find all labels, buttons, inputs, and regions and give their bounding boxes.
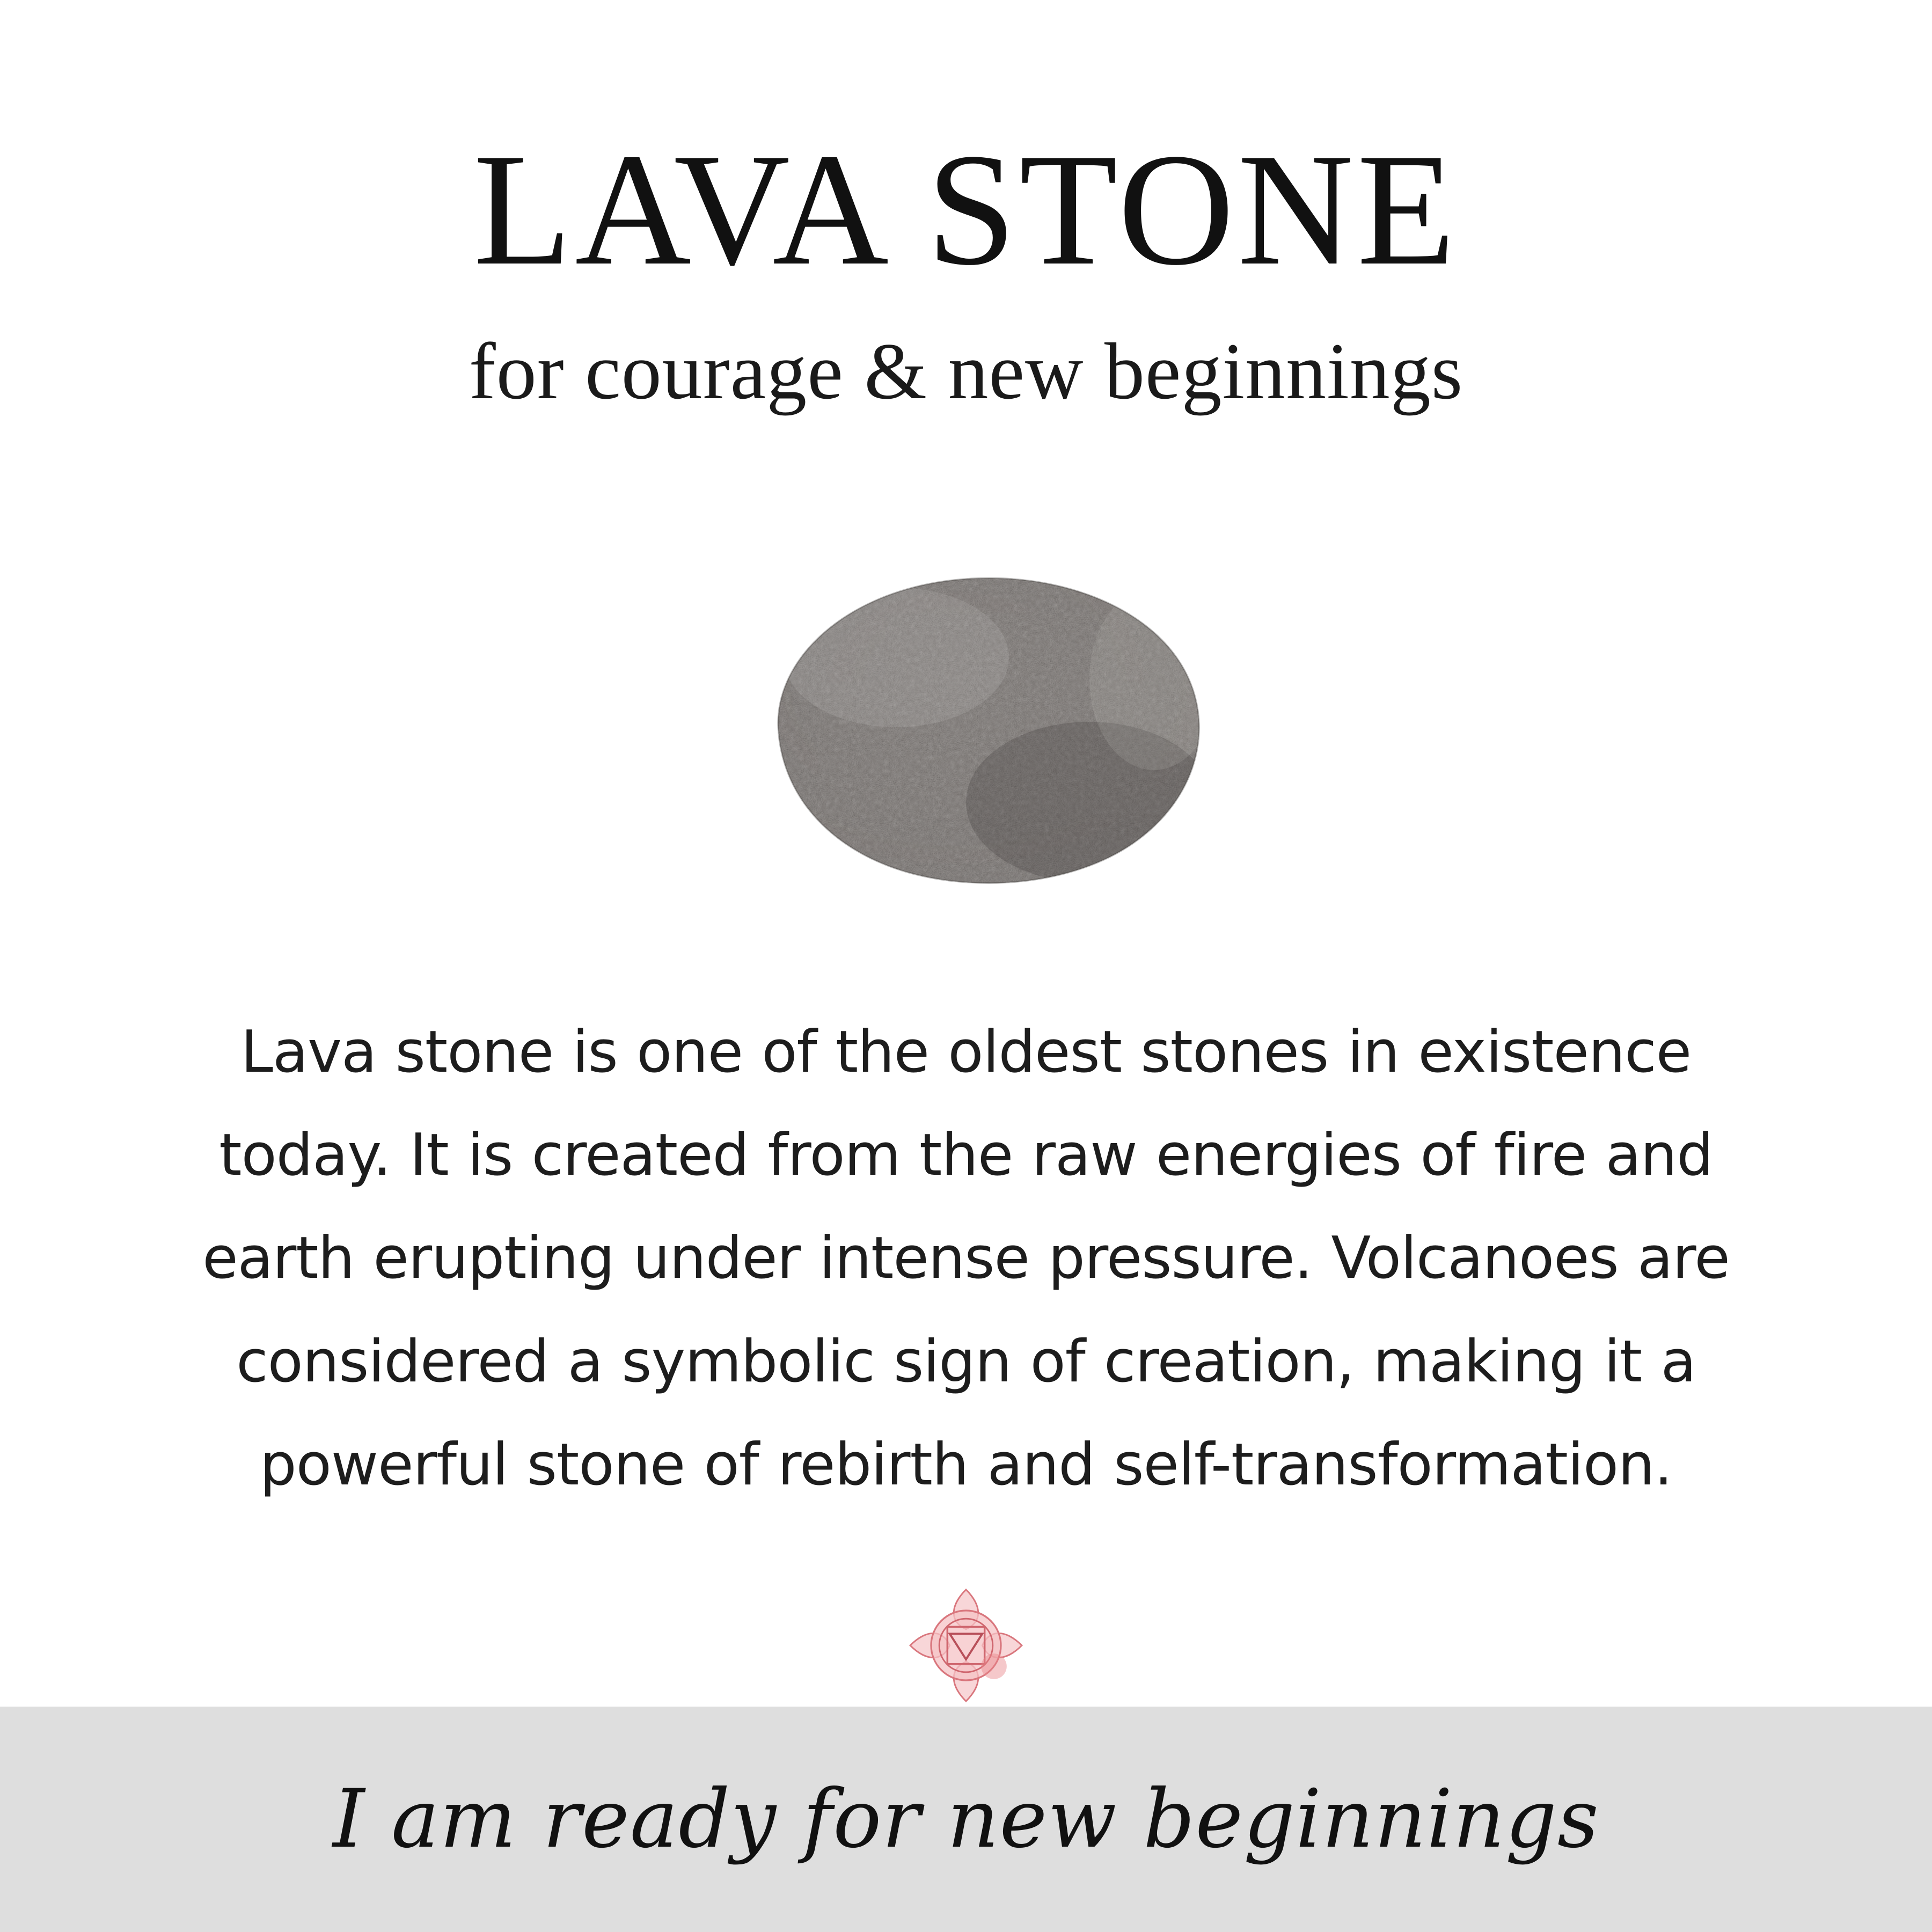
affirmation-banner [0,1707,1932,1932]
affirmation-text: I am ready for new beginnings [333,1773,1599,1866]
stone-image [684,539,1248,904]
stone-description: Lava stone is one of the oldest stones in existence today. It is created from the raw energies of fire and earth erupting under intense pressure. Volcanoes are considered a symbolic sign of creation, making it a powerful stone of rebirth and self-transformation. [202,1019,1730,1498]
page-subtitle: for courage & new beginnings [469,327,1463,416]
lava-stone-illustration [698,550,1234,894]
page-title: LAVA STONE [473,120,1459,298]
root-chakra-icon [896,1576,1036,1715]
chakra-symbol-svg [896,1576,1036,1715]
